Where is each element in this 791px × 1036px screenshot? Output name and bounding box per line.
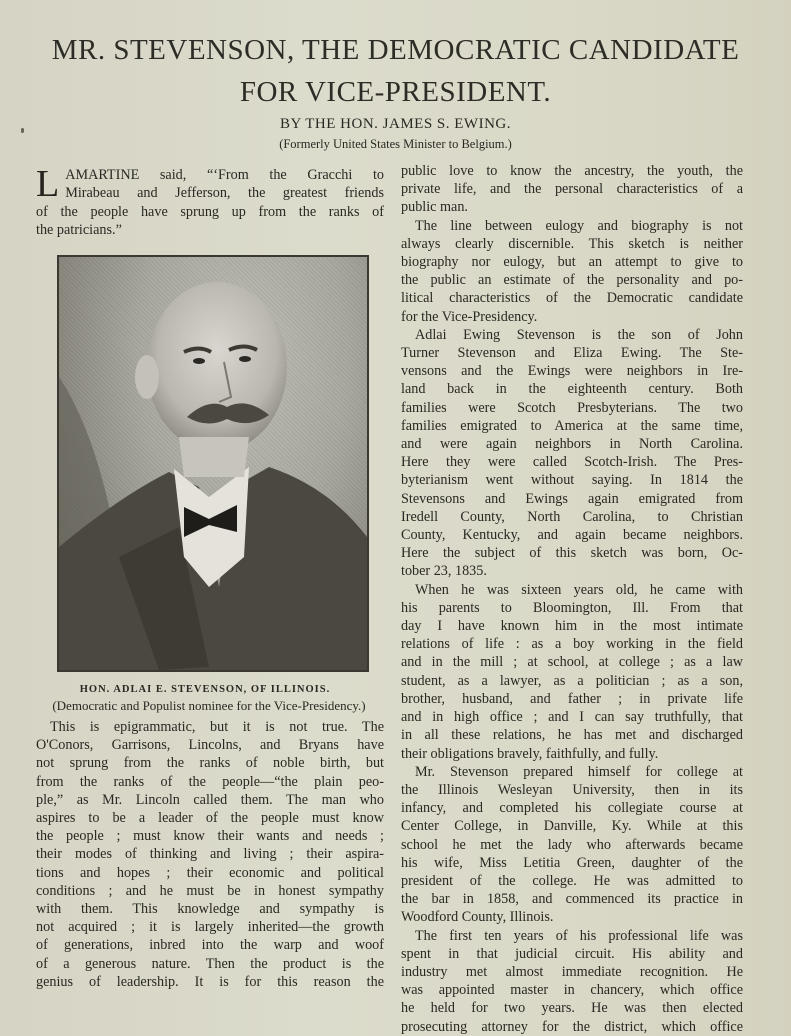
text-line: the people ; must know their wants and needs ;: [36, 828, 384, 845]
text-line: Iredell County, North Carolina, to Christian: [401, 508, 743, 525]
text-line: always clearly discernible. This sketch is neither: [401, 235, 743, 252]
text-line: prosecuting attorney for the district, which office: [401, 1018, 743, 1035]
text-line: genius of leadership. It is for this reason the: [36, 973, 384, 990]
text-line: families were Scotch Presbyterians. The two: [401, 399, 743, 416]
text-line: Center College, in Danville, Ky. While at this: [401, 818, 743, 835]
text-line: aspires to be a leader of the people must know: [36, 810, 384, 827]
text-line: brother, husband, and father ; in private life: [401, 690, 743, 707]
text-line: for the Vice-Presidency.: [401, 308, 538, 325]
text-line: byterianism went without saying. In 1814 the: [401, 472, 743, 489]
intro-line: the patricians.”: [36, 221, 122, 238]
text-line: their modes of thinking and living ; their aspira-: [36, 846, 384, 863]
text-line: his parents to Bloomington, Ill. From that: [401, 599, 743, 616]
portrait-photo: [57, 255, 369, 672]
text-line: in all these relations, he has met and discharged: [401, 727, 743, 744]
text-line: litical characteristics of the Democratic candidate: [401, 290, 743, 307]
text-line: County, Kentucky, and again became neighbors.: [401, 527, 743, 544]
text-line: he held for two years. He was then elected: [401, 1000, 743, 1017]
text-line: and were again neighbors in North Carolina.: [401, 436, 743, 453]
drop-cap: L: [36, 163, 60, 205]
text-line: day I have known him in the most intimate: [401, 618, 743, 635]
byline: BY THE HON. JAMES S. EWING.: [280, 116, 511, 132]
text-line: relations of life : as a boy working in the field: [401, 636, 743, 653]
text-line: and in high office ; and I can say truthfully, that: [401, 709, 743, 726]
text-line: public love to know the ancestry, the youth, the: [401, 163, 743, 179]
article-title-line-2: FOR VICE-PRESIDENT.: [239, 76, 552, 108]
text-line: ple,” as Mr. Lincoln called them. The man who: [36, 791, 384, 808]
text-line: president of the college. He was admitted to: [401, 872, 743, 889]
text-line: of generations, inbred into the warp and woof: [36, 937, 384, 954]
text-line: When he was sixteen years old, he came with: [415, 581, 743, 598]
text-line: their obligations bravely, faithfully, and fully.: [401, 745, 659, 762]
text-line: and in the mill ; at school, at college ; as a law: [401, 654, 743, 671]
intro-line: AMARTINE said, “‘From the Gracchi to: [65, 167, 384, 183]
text-line: biography nor eulogy, but an attempt to give to: [401, 254, 743, 271]
text-line: the Illinois Wesleyan University, then in its: [401, 781, 743, 798]
byline-note: (Formerly United States Minister to Belgium.): [279, 137, 512, 151]
text-line: student, as a lawyer, as a politician ; as a son,: [401, 672, 743, 689]
text-line: Mr. Stevenson prepared himself for college at: [415, 763, 743, 780]
text-line: vensons and the Ewings were neighbors in Ire-: [401, 363, 743, 380]
left-column-text: [36, 718, 384, 991]
intro-line: Mirabeau and Jefferson, the greatest friends: [65, 185, 384, 202]
text-line: tions and hopes ; their economic and political: [36, 864, 384, 881]
text-line: land back in the eighteenth century. Both: [401, 381, 743, 398]
text-line: The line between eulogy and biography is not: [415, 217, 743, 234]
text-line: infancy, and completed his collegiate course at: [401, 800, 743, 817]
text-line: The first ten years of his professional life was: [415, 927, 743, 944]
text-line: Adlai Ewing Stevenson is the son of John: [415, 326, 743, 343]
text-line: Turner Stevenson and Eliza Ewing. The Ste-: [401, 345, 743, 362]
right-column-text: [401, 162, 743, 1036]
text-line: with them. This knowledge and sympathy is: [36, 901, 384, 918]
photo-caption: HON. ADLAI E. STEVENSON, OF ILLINOIS.: [79, 684, 331, 695]
paper-speck: [21, 128, 24, 133]
portrait-illustration: [59, 257, 367, 670]
text-line: was appointed master in chancery, which office: [401, 982, 743, 999]
text-line: tober 23, 1835.: [401, 563, 487, 580]
intro-line: of the people have sprung up from the ranks of: [36, 203, 384, 220]
text-line: not sprung from the ranks of noble birth, but: [36, 755, 384, 772]
text-line: Here they were called Scotch-Irish. The Pres-: [401, 454, 743, 471]
text-line: the bar in 1858, and commenced its practice in: [401, 891, 743, 908]
text-line: school he met the lady who afterwards became: [401, 836, 743, 853]
text-line: not acquired ; it is largely inherited—the growth: [36, 919, 384, 936]
text-line: This is epigrammatic, but it is not true. The: [50, 719, 384, 735]
text-line: industry met almost immediate recognition. He: [401, 963, 743, 980]
text-line: private life, and the personal characteristics of a: [401, 181, 743, 198]
text-line: spent in that judicial circuit. His ability and: [401, 945, 743, 962]
text-line: the public an estimate of the personality and po-: [401, 272, 743, 289]
photo-subcaption: (Democratic and Populist nominee for the Vice-Presidency.): [52, 698, 366, 713]
article-title-line-1: MR. STEVENSON, THE DEMOCRATIC CANDIDATE: [51, 34, 740, 66]
text-line: Stevensons and Ewings again emigrated from: [401, 490, 743, 507]
text-line: Woodford County, Illinois.: [401, 909, 554, 926]
text-line: families emigrated to America at the same time,: [401, 417, 743, 434]
text-line: from the ranks of the people—“the plain peo-: [36, 773, 384, 790]
text-line: public man.: [401, 199, 468, 216]
text-line: Here the subject of this sketch was born, Oc-: [401, 545, 743, 562]
text-line: of a generous nature. Then the product is the: [36, 955, 384, 972]
text-line: his wife, Miss Letitia Green, daughter of the: [401, 854, 743, 871]
text-line: conditions ; and he must be in honest sympathy: [36, 882, 384, 899]
intro-paragraph: [36, 163, 384, 239]
text-line: O'Conors, Garrisons, Lincolns, and Bryans have: [36, 737, 384, 754]
